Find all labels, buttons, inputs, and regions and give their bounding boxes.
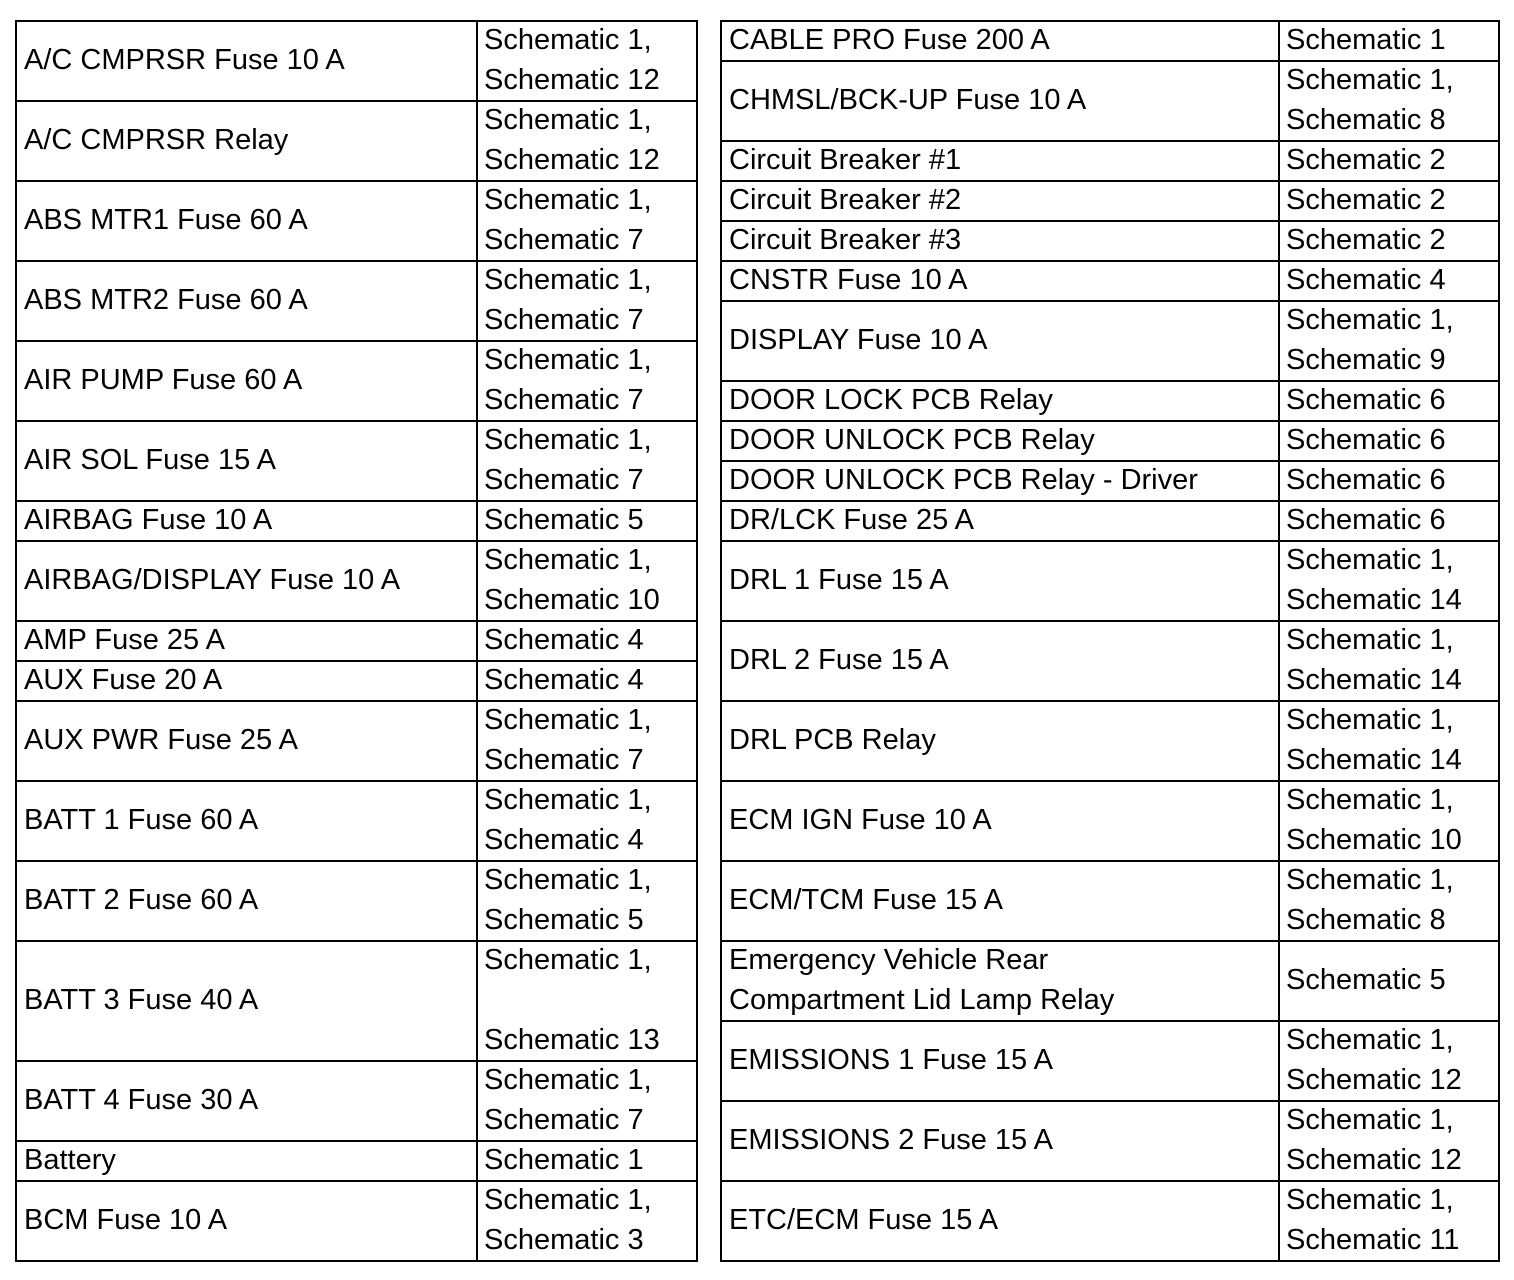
column-rule bbox=[1278, 20, 1280, 1262]
component-name: Circuit Breaker #1 bbox=[729, 144, 962, 176]
schematic-reference: Schematic 1, Schematic 14 bbox=[1286, 704, 1462, 776]
schematic-reference-cell bbox=[1280, 500, 1498, 540]
component-name-cell bbox=[722, 460, 1278, 500]
schematic-reference: Schematic 1, Schematic 10 bbox=[484, 544, 660, 616]
schematic-reference-cell bbox=[478, 1140, 696, 1180]
schematic-reference: Schematic 6 bbox=[1286, 384, 1446, 416]
component-name-cell bbox=[17, 780, 476, 860]
component-name: BATT 2 Fuse 60 A bbox=[24, 884, 259, 916]
component-name: DRL PCB Relay bbox=[729, 724, 936, 756]
schematic-reference-cell bbox=[478, 20, 696, 100]
schematic-reference: Schematic 2 bbox=[1286, 224, 1446, 256]
schematic-reference-cell bbox=[478, 1060, 696, 1140]
row-rule bbox=[720, 1260, 1500, 1262]
component-name: EMISSIONS 1 Fuse 15 A bbox=[729, 1044, 1053, 1076]
schematic-reference-cell bbox=[478, 100, 696, 180]
schematic-reference-cell bbox=[1280, 860, 1498, 940]
component-name: Emergency Vehicle Rear Compartment Lid Lamp Relay bbox=[729, 944, 1115, 1016]
schematic-reference-cell bbox=[478, 260, 696, 340]
schematic-reference-cell bbox=[1280, 700, 1498, 780]
component-name: CHMSL/BCK-UP Fuse 10 A bbox=[729, 84, 1087, 116]
schematic-reference: Schematic 1, Schematic 7 bbox=[484, 344, 652, 416]
component-name-cell bbox=[722, 620, 1278, 700]
schematic-reference: Schematic 2 bbox=[1286, 144, 1446, 176]
component-name: Circuit Breaker #2 bbox=[729, 184, 962, 216]
component-name-cell bbox=[722, 860, 1278, 940]
schematic-reference: Schematic 1, Schematic 12 bbox=[1286, 1024, 1462, 1096]
component-name-cell bbox=[722, 380, 1278, 420]
component-name-cell bbox=[17, 260, 476, 340]
component-name: DOOR UNLOCK PCB Relay bbox=[729, 424, 1095, 456]
component-name-cell bbox=[722, 220, 1278, 260]
schematic-reference-cell bbox=[1280, 460, 1498, 500]
component-name-cell bbox=[722, 180, 1278, 220]
component-name-cell bbox=[17, 420, 476, 500]
schematic-reference: Schematic 1, Schematic 7 bbox=[484, 184, 652, 256]
component-name-cell bbox=[17, 1140, 476, 1180]
schematic-reference-cell bbox=[478, 340, 696, 420]
schematic-reference: Schematic 1, Schematic 12 bbox=[484, 24, 660, 96]
schematic-reference-cell bbox=[1280, 780, 1498, 860]
schematic-reference-cell bbox=[1280, 420, 1498, 460]
schematic-reference-cell bbox=[1280, 1180, 1498, 1260]
component-name-cell bbox=[722, 780, 1278, 860]
schematic-reference: Schematic 1, Schematic 7 bbox=[484, 424, 652, 496]
column-rule bbox=[476, 20, 478, 1262]
component-name: AIR SOL Fuse 15 A bbox=[24, 444, 276, 476]
component-name-cell bbox=[17, 180, 476, 260]
schematic-reference-cell bbox=[1280, 20, 1498, 60]
schematic-reference: Schematic 6 bbox=[1286, 504, 1446, 536]
schematic-reference-cell bbox=[1280, 260, 1498, 300]
component-name-cell bbox=[722, 500, 1278, 540]
schematic-reference: Schematic 1, Schematic 7 bbox=[484, 264, 652, 336]
schematic-reference: Schematic 4 bbox=[1286, 264, 1446, 296]
schematic-reference-cell bbox=[478, 420, 696, 500]
column-rule bbox=[15, 20, 17, 1262]
component-name-cell bbox=[17, 940, 476, 1060]
component-name-cell bbox=[722, 20, 1278, 60]
component-name: DISPLAY Fuse 10 A bbox=[729, 324, 988, 356]
schematic-reference-cell bbox=[478, 1180, 696, 1260]
component-name-cell bbox=[17, 1060, 476, 1140]
column-rule bbox=[1498, 20, 1500, 1262]
schematic-reference: Schematic 1, Schematic 4 bbox=[484, 784, 652, 856]
component-name-cell bbox=[722, 1100, 1278, 1180]
schematic-reference-cell bbox=[1280, 300, 1498, 380]
schematic-reference: Schematic 1, Schematic 11 bbox=[1286, 1184, 1460, 1256]
schematic-reference-cell bbox=[478, 940, 696, 1060]
component-name: AUX PWR Fuse 25 A bbox=[24, 724, 298, 756]
schematic-reference: Schematic 1, Schematic 9 bbox=[1286, 304, 1454, 376]
schematic-reference-cell bbox=[478, 860, 696, 940]
component-name-cell bbox=[722, 140, 1278, 180]
schematic-reference: Schematic 1 bbox=[1286, 24, 1446, 56]
component-name-cell bbox=[722, 300, 1278, 380]
component-name-cell bbox=[722, 940, 1278, 1020]
component-name: BATT 3 Fuse 40 A bbox=[24, 984, 259, 1016]
component-name: DOOR LOCK PCB Relay bbox=[729, 384, 1053, 416]
schematic-reference: Schematic 5 bbox=[1286, 964, 1446, 996]
component-name-cell bbox=[17, 660, 476, 700]
component-name: A/C CMPRSR Fuse 10 A bbox=[24, 44, 345, 76]
schematic-reference: Schematic 1, Schematic 10 bbox=[1286, 784, 1462, 856]
component-name: BATT 4 Fuse 30 A bbox=[24, 1084, 259, 1116]
schematic-reference: Schematic 1, Schematic 12 bbox=[1286, 1104, 1462, 1176]
fuse-schematic-index bbox=[15, 20, 1500, 1262]
component-name-cell bbox=[722, 1180, 1278, 1260]
component-name: AIRBAG/DISPLAY Fuse 10 A bbox=[24, 564, 401, 596]
component-name: Battery bbox=[24, 1144, 116, 1176]
component-name: AMP Fuse 25 A bbox=[24, 624, 225, 656]
schematic-reference-cell bbox=[1280, 220, 1498, 260]
component-name-cell bbox=[17, 20, 476, 100]
component-name: BCM Fuse 10 A bbox=[24, 1204, 228, 1236]
schematic-reference-cell bbox=[478, 660, 696, 700]
component-name: ECM/TCM Fuse 15 A bbox=[729, 884, 1003, 916]
schematic-reference: Schematic 2 bbox=[1286, 184, 1446, 216]
schematic-reference: Schematic 6 bbox=[1286, 424, 1446, 456]
schematic-reference: Schematic 1, Schematic 13 bbox=[484, 944, 660, 1056]
schematic-reference: Schematic 1, Schematic 14 bbox=[1286, 624, 1462, 696]
schematic-reference-cell bbox=[1280, 1100, 1498, 1180]
component-name-cell bbox=[722, 700, 1278, 780]
component-name: ABS MTR2 Fuse 60 A bbox=[24, 284, 308, 316]
component-name-cell bbox=[722, 420, 1278, 460]
component-name-cell bbox=[722, 60, 1278, 140]
component-name-cell bbox=[722, 1020, 1278, 1100]
schematic-reference-cell bbox=[1280, 940, 1498, 1020]
schematic-reference-cell bbox=[478, 780, 696, 860]
schematic-reference: Schematic 1, Schematic 12 bbox=[484, 104, 660, 176]
column-rule bbox=[720, 20, 722, 1262]
component-name-cell bbox=[722, 540, 1278, 620]
schematic-reference: Schematic 4 bbox=[484, 624, 644, 656]
schematic-reference: Schematic 1, Schematic 8 bbox=[1286, 864, 1454, 936]
component-name-cell bbox=[17, 340, 476, 420]
schematic-reference: Schematic 4 bbox=[484, 664, 644, 696]
component-name-cell bbox=[17, 620, 476, 660]
component-name-cell bbox=[17, 860, 476, 940]
schematic-reference-cell bbox=[1280, 1020, 1498, 1100]
schematic-reference: Schematic 1, Schematic 5 bbox=[484, 864, 652, 936]
schematic-reference-cell bbox=[1280, 620, 1498, 700]
schematic-reference-cell bbox=[1280, 140, 1498, 180]
schematic-reference-cell bbox=[478, 500, 696, 540]
row-rule bbox=[15, 1260, 698, 1262]
schematic-reference: Schematic 1, Schematic 7 bbox=[484, 1064, 652, 1136]
component-name-cell bbox=[17, 1180, 476, 1260]
column-rule bbox=[696, 20, 698, 1262]
component-name-cell bbox=[17, 540, 476, 620]
schematic-reference: Schematic 6 bbox=[1286, 464, 1446, 496]
schematic-reference: Schematic 5 bbox=[484, 504, 644, 536]
component-name-cell bbox=[17, 700, 476, 780]
schematic-reference-cell bbox=[478, 620, 696, 660]
schematic-reference-cell bbox=[1280, 540, 1498, 620]
component-name: AIRBAG Fuse 10 A bbox=[24, 504, 273, 536]
schematic-reference-cell bbox=[1280, 380, 1498, 420]
component-name: DRL 1 Fuse 15 A bbox=[729, 564, 949, 596]
schematic-reference: Schematic 1 bbox=[484, 1144, 644, 1176]
component-name-cell bbox=[17, 100, 476, 180]
schematic-reference-cell bbox=[478, 540, 696, 620]
schematic-reference: Schematic 1, Schematic 14 bbox=[1286, 544, 1462, 616]
component-name: CABLE PRO Fuse 200 A bbox=[729, 24, 1050, 56]
schematic-reference: Schematic 1, Schematic 8 bbox=[1286, 64, 1454, 136]
schematic-reference-cell bbox=[478, 180, 696, 260]
component-name: BATT 1 Fuse 60 A bbox=[24, 804, 259, 836]
component-name: EMISSIONS 2 Fuse 15 A bbox=[729, 1124, 1053, 1156]
component-name: DOOR UNLOCK PCB Relay - Driver bbox=[729, 464, 1198, 496]
schematic-reference-cell bbox=[1280, 180, 1498, 220]
component-name: AIR PUMP Fuse 60 A bbox=[24, 364, 303, 396]
component-name: DR/LCK Fuse 25 A bbox=[729, 504, 974, 536]
component-name: ABS MTR1 Fuse 60 A bbox=[24, 204, 308, 236]
component-name-cell bbox=[722, 260, 1278, 300]
schematic-reference: Schematic 1, Schematic 7 bbox=[484, 704, 652, 776]
component-name-cell bbox=[17, 500, 476, 540]
schematic-reference-cell bbox=[478, 700, 696, 780]
schematic-reference: Schematic 1, Schematic 3 bbox=[484, 1184, 652, 1256]
schematic-reference-cell bbox=[1280, 60, 1498, 140]
component-name: ECM IGN Fuse 10 A bbox=[729, 804, 992, 836]
component-name: ETC/ECM Fuse 15 A bbox=[729, 1204, 999, 1236]
component-name: A/C CMPRSR Relay bbox=[24, 124, 289, 156]
component-name: CNSTR Fuse 10 A bbox=[729, 264, 968, 296]
component-name: AUX Fuse 20 A bbox=[24, 664, 223, 696]
component-name: Circuit Breaker #3 bbox=[729, 224, 962, 256]
component-name: DRL 2 Fuse 15 A bbox=[729, 644, 949, 676]
